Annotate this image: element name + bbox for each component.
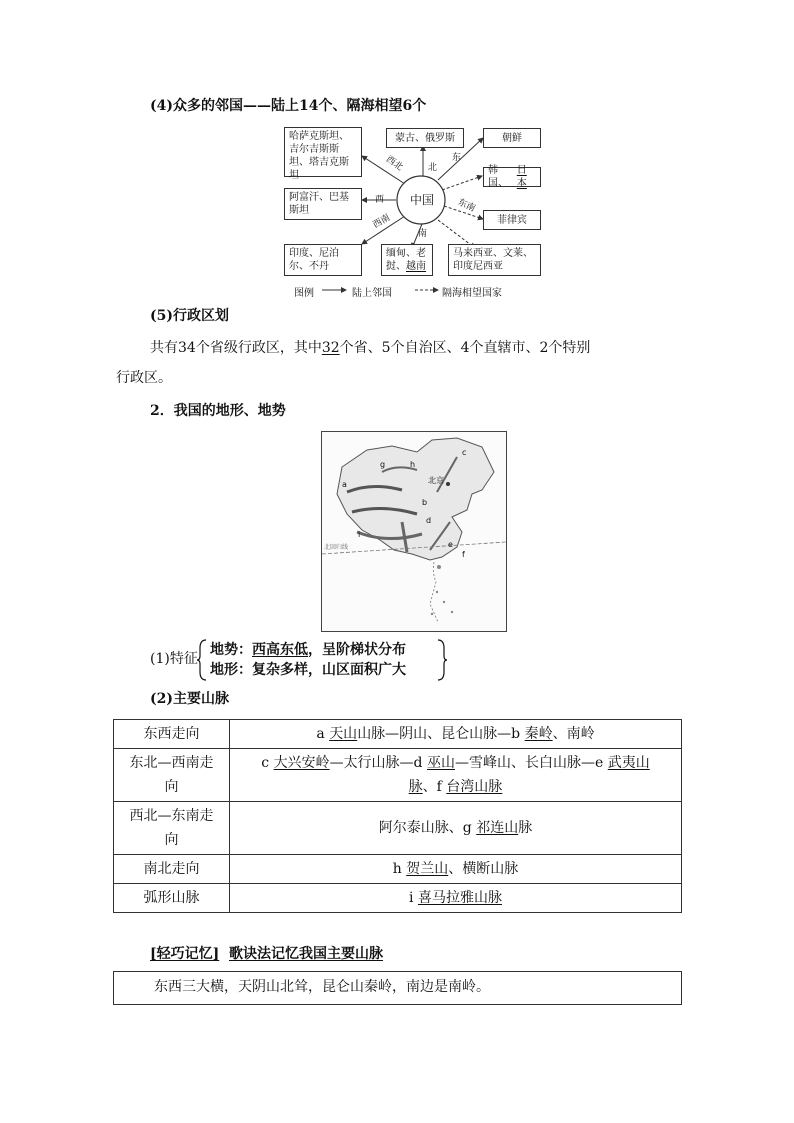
box-central-asia: 哈萨克斯坦、吉尔吉斯斯坦、塔吉克斯坦 (284, 127, 362, 177)
map-label-beijing: 北京 (428, 476, 444, 485)
map-label-c: c (462, 448, 467, 457)
admin-paragraph-line1 (150, 338, 590, 358)
mountains-cell (230, 720, 682, 749)
answer-text: 天山 (329, 726, 358, 742)
answer-text: 大兴安岭 (273, 755, 330, 771)
admin-text-b: 个省、5个自治区、4个直辖市、2个特别 (339, 340, 591, 356)
answer-text: 脉 (408, 779, 423, 795)
table-row (114, 855, 682, 884)
china-terrain-map (321, 431, 507, 632)
map-label-tropic: 北回归线 (324, 544, 349, 551)
cell-text: 东北—西南走 (129, 755, 214, 771)
box-malaysia-brunei-indonesia: 马来西亚、文莱、印度尼西亚 (448, 244, 541, 276)
cell-text: —雪峰山、长白山脉—e (454, 755, 608, 771)
japan-text: 日本 (516, 165, 527, 189)
map-label-b: b (422, 498, 428, 507)
features-line1 (210, 640, 406, 660)
answer-text: 祁连山 (476, 820, 519, 836)
cell-text: c (261, 755, 274, 771)
cell-text: h (392, 861, 407, 877)
section-5-title: (5)行政区划 (150, 308, 229, 324)
box-mongolia-russia: 蒙古、俄罗斯 (386, 128, 464, 148)
admin-text-a: 共有34个省级行政区，其中 (150, 340, 322, 356)
cell-text: 西北—东南走 (129, 808, 214, 824)
mountains-cell (230, 855, 682, 884)
box-north-korea: 朝鲜 (483, 128, 541, 148)
terrain-tendency-answer: 西高东低 (252, 642, 308, 658)
features-brace-left (196, 638, 208, 682)
mountain-table (113, 719, 682, 913)
box-afghan-pakistan: 阿富汗、巴基斯坦 (284, 188, 362, 220)
memory-tag: [轻巧记忆] (150, 946, 220, 962)
box-myanmar-laos-vietnam (381, 244, 433, 276)
box-india-nepal-bhutan: 印度、尼泊尔、不丹 (284, 244, 362, 276)
features-line2: 地形：复杂多样，山区面积广大 (210, 662, 406, 678)
section-4-title: (4)众多的邻国——陆上14个、隔海相望6个 (150, 98, 427, 114)
section-2-title: 2．我国的地形、地势 (150, 403, 286, 419)
map-label-d: d (426, 516, 432, 525)
answer-text: 秦岭 (524, 726, 553, 742)
table-row (114, 720, 682, 749)
label-southwest: 西南 (371, 212, 393, 231)
map-label-a: a (342, 480, 347, 489)
label-south: 南 (418, 229, 428, 239)
cell-text: i (409, 890, 418, 906)
vietnam-text: 越南 (406, 261, 426, 272)
map-label-e: e (448, 540, 453, 549)
mountains-title: (2)主要山脉 (150, 691, 229, 707)
map-label-i: i (358, 530, 361, 539)
answer-text: 贺兰山 (406, 861, 449, 877)
box-philippines: 菲律宾 (483, 210, 541, 230)
answer-text: 巫山 (426, 755, 455, 771)
cell-text: a (316, 726, 330, 742)
terrain-tendency-label: 地势： (210, 642, 252, 658)
cell-text: 阿尔泰山脉、g (378, 820, 477, 836)
admin-paragraph-line2: 行政区。 (116, 370, 172, 386)
cell-text: 脉 (518, 820, 533, 836)
direction-cell (114, 749, 230, 802)
korea-text: 韩国、 (488, 165, 508, 189)
cell-text: 向 (164, 779, 179, 795)
mountains-cell (230, 802, 682, 855)
direction-cell: 东西走向 (114, 720, 230, 749)
mountains-cell (230, 749, 682, 802)
label-west: 西 (375, 195, 385, 205)
terrain-tendency-rest: ，呈阶梯状分布 (308, 642, 406, 658)
answer-text: 武夷山 (607, 755, 650, 771)
label-east: 东 (452, 153, 462, 163)
cell-text: 、南岭 (552, 726, 595, 742)
legend-sea: 隔海相望国家 (442, 288, 502, 299)
map-label-f: f (462, 550, 465, 559)
map-label-h: h (410, 460, 416, 469)
cell-text: 山脉—阴山、昆仑山脉—b (357, 726, 525, 742)
features-brace-right (436, 638, 448, 682)
legend-land: 陆上邻国 (352, 288, 392, 299)
map-label-g: g (380, 460, 386, 469)
answer-text: 台湾山脉 (446, 779, 503, 795)
label-northwest: 西北 (383, 154, 405, 173)
cell-text: —太行山脉—d (329, 755, 427, 771)
cell-text: 、横断山脉 (448, 861, 519, 877)
label-southeast: 东南 (456, 197, 477, 215)
diagram-center-label: 中国 (409, 193, 434, 207)
cell-text: 、f (422, 779, 447, 795)
direction-cell: 弧形山脉 (114, 884, 230, 913)
memory-heading (150, 944, 383, 964)
mountains-cell (230, 884, 682, 913)
box-korea-japan (483, 167, 541, 187)
myanmar-laos-text: 缅甸、老挝、 (386, 248, 426, 272)
label-north: 北 (428, 163, 438, 173)
direction-cell (114, 802, 230, 855)
features-label: (1)特征 (150, 651, 198, 667)
table-row (114, 884, 682, 913)
memory-box: 东西三大横，天阴山北耸，昆仑山秦岭，南边是南岭。 (113, 971, 682, 1005)
table-row (114, 802, 682, 855)
table-row (114, 749, 682, 802)
memory-title: 歌诀法记忆我国主要山脉 (229, 946, 383, 962)
answer-text: 喜马拉雅山脉 (417, 890, 502, 906)
cell-text: 向 (164, 832, 179, 848)
direction-cell: 南北走向 (114, 855, 230, 884)
province-count: 32 (321, 340, 340, 356)
legend-title: 图例 (294, 288, 314, 299)
